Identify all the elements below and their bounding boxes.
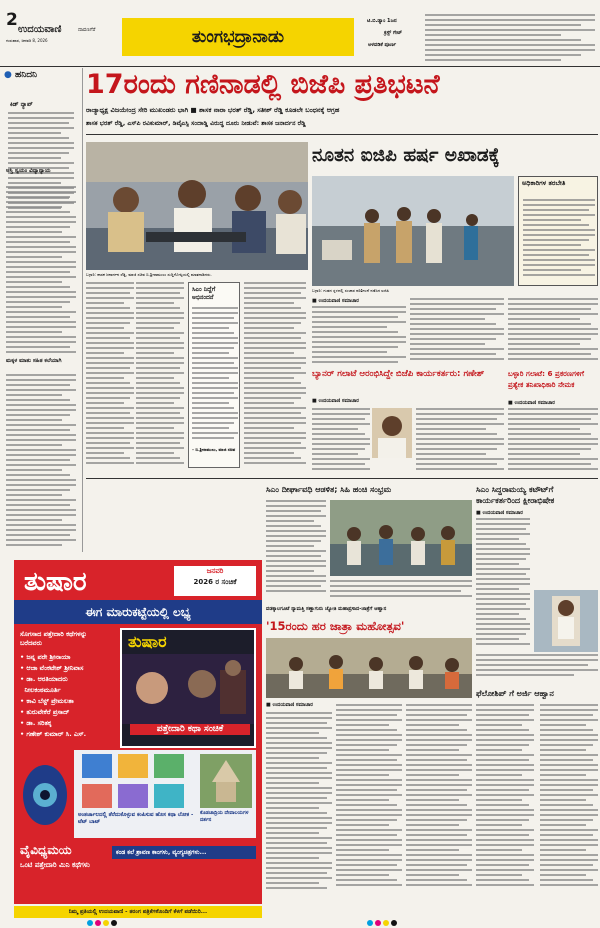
temple-illustration [200,754,252,808]
jatra-body-col1 [266,712,332,892]
brand-name: ಉದಯವಾಣಿ [18,24,62,35]
quote-label: ಟಿ.ಬಿ.ಡ್ಯಾಂ 1ಜನ [367,18,397,24]
cm-kshira-headline: ಸಿಎಂ ಸಿದ್ದರಾಮಯ್ಯ ಕಟೌಟ್‌ಗೆ ಕಾರ್ಯಕರ್ತರಿಂದ ಕ್ಷೀರಾಭಿಷೇಕ [476,485,555,505]
cm-box-sign: – ಬಿ.ಶ್ರೀರಾಮುಲು, ಮಾಜಿ ಸಚಿವ [192,447,236,452]
banner-byline: ■ ಉದಯವಾಣಿ ಸಮಾಚಾರ [312,398,359,404]
ad-cover [120,628,256,748]
harsha-byline: ■ ಉದಯವಾಣಿ ಸಮಾಚಾರ [312,298,359,304]
cm-kshira-photo [534,590,598,652]
hanidani-column [2,68,80,552]
cm-record-caption [330,580,472,600]
app-tiles-illustration [82,754,194,808]
jatra-byline: ■ ಉದಯವಾಣಿ ಸಮಾಚಾರ [266,702,313,708]
column2-text [6,186,76,356]
cover-art-illustration [122,654,254,724]
quote-text [425,14,595,64]
print-registration-marks [0,918,600,928]
crowd-illustration [330,500,472,576]
gallate-body [508,408,598,474]
police-road-illustration [312,176,514,286]
cm-kshira-byline: ■ ಉದಯವಾಣಿ ಸಮಾಚಾರ [476,510,523,516]
cover-title: ಪತ್ತೇದಾರಿ ಕಥಾ ಸಂಚಿಕೆ [130,724,250,735]
banner-headline: ಬ್ಯಾನರ್ ಗಲಾಟೆ ಆರಂಭಿಸಿದ್ದೇ ಬಿಜೆಪಿ ಕಾರ್ಯಕರ್ತರು: ಗಣೇಶ್ [312,369,485,379]
cutout-illustration [534,590,598,652]
drop-icon: ● [4,70,12,80]
fellowship-headline: ಫೆಲೋಶಿಪ್ ಗೆ ಅರ್ಜಿ ಆಹ್ವಾನ [476,689,554,698]
jatra-photo [266,638,472,698]
writer-item: • ಆಜಾ ವೆಂಕಟೇಶ್ ಶ್ರೀನಿವಾಸ [20,664,84,672]
ad-brand: ತುಷಾರ [24,567,87,597]
cover-brand: ತುಷಾರ [128,632,167,651]
ad-issue: 2026 ರ ಸಂಚಿಕೆ [193,578,237,586]
ad-footer: ನಿಮ್ಮ ಪ್ರತಿಯಲ್ಲಿ ಉದಯವಾಣಿ - ತರಂಗ ಪತ್ರಿಕೆಗಳೊಂದಿಗೆ ಕೆಳಗೆ ಪಡೆಯಿರಿ... [14,906,262,918]
harsha-body-col1 [312,306,406,364]
banner-body-col2 [416,408,504,474]
ad-issue-box [174,566,256,596]
sidebar-rule [82,68,83,552]
writer-item: • ಜನ್ನ ಪರೇ ಶ್ರೀನಾಯಾ [20,653,71,661]
date-line: ಗುರುವಾರ, ಜನವರಿ 8, 2026 [6,38,48,43]
lead-headline: 17ರಂದು ಗಣಿನಾಡಲ್ಲಿ ಬಿಜೆಪಿ ಪ್ರತಿಭಟನೆ [86,69,440,100]
ad-promo-line: ಅಂತರ್ಜಾಲದಲ್ಲಿ ತೆರೆದುಕೊಳ್ಳುವ ಕಂಪಿಸುವ ಹೊಸ ಕಥಾ ಲೋಕ - ಟೆಟ್ ಬಾಟ್ [78,812,194,825]
fellowship-body-col1 [476,704,534,892]
column3-text [6,374,76,549]
meeting-illustration [266,638,472,698]
quote-sub-2: ಅಳವಡಿಕೆ ಪೂರ್ಣ [368,42,397,48]
gallate-headline: ಬಳ್ಳಾರಿ ಗಲಾಟೆ: 6 ಪ್ರಕರಣಗಳಿಗೆ ಪ್ರತ್ಯೇಕ ತನಿಖಾಧಿಕಾರಿ ನೇಮಕ [508,369,585,389]
lead-subhead-2: ಶಾಸಕ ಭರತ್ ರೆಡ್ಡಿ, ಎಸ್‌ಪಿ ರವಿಕುಮಾರ್, ಡಿವೈಎಸ್ಪಿ ಸಂದಾಡ್ಡಿ ವಿರುದ್ಧ ದೂರು ನೀಡುವೆ: ಶಾಸಕ ಜನಾರ್ದನ ರೆಡ್ಡಿ [86,120,306,127]
masthead [0,0,600,66]
section-title: ತುಂಗಭದ್ರಾನಾಡು [122,18,354,56]
ganesh-portrait [372,408,412,458]
ad-feature-label: ವೈವಿಧ್ಯಮಯ [20,843,72,857]
mid-rule [86,478,598,479]
banner-body [312,408,370,474]
harsha-body-col3 [508,298,598,364]
person-portrait-icon [372,408,412,458]
ad-feature-sub: ಒಂಟಿ ಪತ್ತೇದಾರಿ ಮಿನಿ ಕಥೆಗಳು [20,861,90,869]
jatra-headline: '15ರಂದು ಹರ ಜಾತ್ರಾ ಮಹೋತ್ಸವ' [266,619,405,633]
jatra-body-col2 [336,704,402,892]
ad-cartoons: ಕಂಡ ಕಲೆ ಶ್ರಾವಣ ಕಾಂಗಳು, ವ್ಯಂಗ್ಯಚಿತ್ರಗಳು... [112,846,256,859]
lead-photo [86,142,308,270]
harsha-headline: ನೂತನ ಐಜಿಪಿ ಹರ್ಷ ಅಖಾಡಕ್ಕೆ [312,145,500,166]
harsha-photo [312,176,514,286]
fellowship-body-col2 [540,704,598,892]
cm-record-col1 [266,500,326,596]
writer-item: • ಡಾ. ಸರಿತಕ್ಕ [20,719,52,727]
writer-item: • ಗಣೇಶ್ ಕುಮಾರ್ ಸಿ. ಎಸ್. [20,730,87,738]
ad-writers-list [20,652,116,740]
page-number: 2 [6,10,18,30]
lead-rule [86,134,598,135]
harsha-photo-caption: ಬಳ್ಳಾರಿ: ಗುಡದ ಸ್ಥಳದಲ್ಲಿ ಸಂಚಾರ ಪರಿಶೀಲನೆ ನಡೆಸಿದ ಐಜಿಪಿ [312,288,390,293]
cm-record-headline: ಸಿಎಂ ದೀರ್ಘಾವಧಿ ಆಡಳಿತ; ಸಿಹಿ ಹಂಚಿ ಸಂಭ್ರಮ [266,485,392,494]
lead-body-col3 [244,282,306,468]
cm-box-title: ಸಿಎಂ ನಿದ್ದೆಗೆ ಅಭಿನಂದನೆ [192,286,216,301]
training-box [518,176,598,286]
ad-month: ಜನವರಿ [206,567,224,575]
writer-item: • ಕಾವಿ ಬೆಸ್ಟ್ ಪ್ರೇಮಲತಾ [20,697,74,705]
hanidani-sub: ಕಿಡ್ ನ್ಯಾಪ್ [10,101,33,108]
ad-right-promo: ಕೊಡಚಾದ್ರಿಯ ದೇವಾಲಯಗಳ ದರ್ಶನ [200,810,249,823]
quote-sub: ಕ್ರಸ್ಟ್ ಗೇಟ್ [384,30,403,36]
cm-box [188,282,240,468]
ad-tagline: ಈಗ ಮಾರುಕಟ್ಟೆಯಲ್ಲಿ ಲಭ್ಯ [14,600,262,624]
writer-item: ನೀಲಕಂಠಮೂರ್ತಿ [24,686,61,694]
jatra-body-col3 [406,704,472,892]
ad-right-promo-photo [200,754,252,808]
edition-tag: ದಾವಣಗೆರೆ [78,27,96,33]
lead-photo-caption: ಬಳ್ಳಾರಿ: ಶಾಸಕ ಜನಾರ್ದನ ರೆಡ್ಡಿ, ಮಾಜಿ ಸಚಿವ ಬಿ.ಶ್ರೀರಾಮುಲು ಸುದ್ದಿಗೋಷ್ಠಿಯಲ್ಲಿ ಮಾತನಾಡಿದರು. [86,272,212,277]
cm-kshira-caption [476,654,598,682]
harsha-body-col2 [410,298,504,364]
ad-inside-label: ಸೊಗಸಾದ ಪತ್ತೇದಾರಿ ಕಥೆಗಳನ್ನು ಬರೆದವರು [20,630,88,647]
lead-body-col1 [86,282,134,468]
column2-title: ಆಸ್ತಿ ಸ್ವಯಂ ವಿದ್ಯಾನ್ಯಾಯ [6,168,51,174]
ad-promo-panel [74,750,256,838]
tushara-ad[interactable] [14,560,262,904]
cm-record-photo [330,500,472,576]
masthead-rule [0,66,600,67]
lead-body-col2 [136,282,184,468]
press-meet-illustration [86,142,308,270]
column3-title: ಮಕ್ಕಳ ಮಾತು ಸಹಿತ ಕಲೆಯಾಗಿ [6,358,62,364]
jatra-kicker: ವಡಕ್ಕಾಲಗೂಟೆ ನ್ಯಾಮತ್ತಿ ಸಣ್ಣಾಗುರು ಜ್ಯೋತಿ ಮಹಾಪ್ರಸಾದ-ಜಾತ್ರೆಗೆ ಆಹ್ವಾನ [266,606,387,612]
hanidani-title: ● ಹನಿದನಿ [4,70,38,80]
cm-box-text [192,307,238,443]
gallate-byline: ■ ಉದಯವಾಣಿ ಸಮಾಚಾರ [508,400,555,406]
cm-kshira-body [476,518,530,648]
writer-item: • ತುರುವೇಕೆರೆ ಪ್ರಸಾದ್ [20,708,70,716]
writer-item: • ಡಾ. ಆರತಿಯಾದರು [20,675,68,683]
training-box-text [523,199,595,283]
training-box-title: ಅಧಿಕಾರಿಗಳ ತರಬೇತಿ [522,179,566,187]
lead-subhead-1: ರಾಜ್ಯಾಧ್ಯಕ್ಷ ವಿಜಯೇಂದ್ರ ಸೇರಿ ಮುಖಂಡರು ಭಾಗಿ ■ ಶಾಸಕ ನಾರಾ ಭರತ್ ರೆಡ್ಡಿ, ಸತೀಶ್ ರೆಡ್ಡಿ ಕೂಡಲೇ ಬಂಧನಕ್ಕೆ ಆಗ್ರಹ [86,106,340,114]
eye-graphic-icon [20,756,70,834]
